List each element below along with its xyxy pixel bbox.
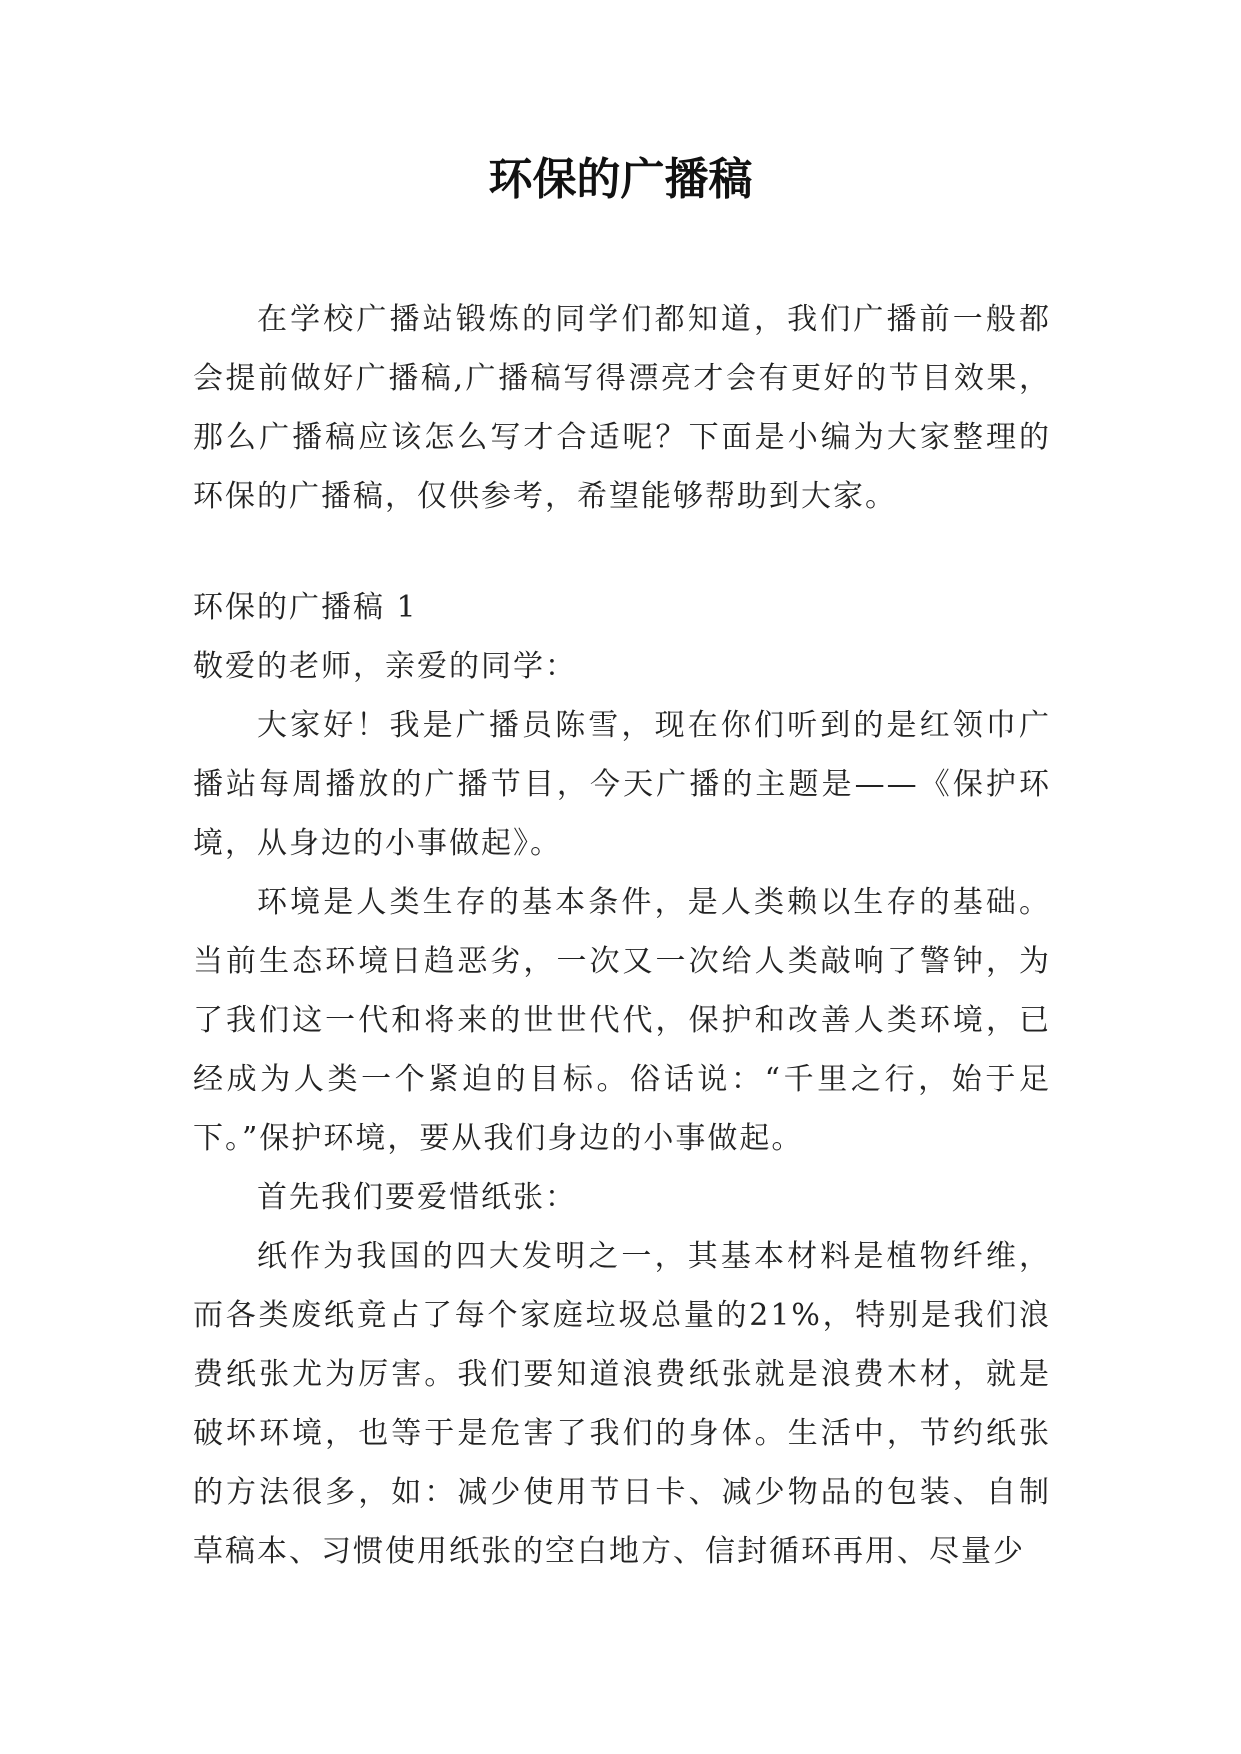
section-heading: 环保的广播稿 1 <box>193 590 418 625</box>
intro-paragraph: 在学校广播站锻炼的同学们都知道，我们广播前一般都会提前做好广播稿,广播稿写得漂亮才会有更好的节目效果，那么广播稿应该怎么写才合适呢？下面是小编为大家整理的环保的广播稿，仅供参考，希望能够帮助到大家。 <box>193 302 1051 514</box>
salutation: 敬爱的老师，亲爱的同学： <box>193 649 577 684</box>
section-block <box>193 578 1051 1581</box>
document-title: 环保的广播稿 <box>488 154 753 205</box>
paragraph: 纸作为我国的四大发明之一，其基本材料是植物纤维，而各类废纸竟占了每个家庭垃圾总量的21%，特别是我们浪费纸张尤为厉害。我们要知道浪费纸张就是浪费木材，就是破坏环境，也等于是危害了我们的身体。生活中，节约纸张的方法很多，如：减少使用节日卡、减少物品的包装、自制草稿本、习惯使用纸张的空白地方、信封循环再用、尽量少 <box>193 1239 1051 1569</box>
paragraph: 首先我们要爱惜纸张： <box>257 1180 577 1215</box>
paragraph: 大家好！我是广播员陈雪，现在你们听到的是红领巾广播站每周播放的广播节目，今天广播的主题是——《保护环境，从身边的小事做起》。 <box>193 708 1051 861</box>
paragraph: 环境是人类生存的基本条件，是人类赖以生存的基础。当前生态环境日趋恶劣，一次又一次给人类敲响了警钟，为了我们这一代和将来的世世代代，保护和改善人类环境，已经成为人类一个紧迫的目标。俗话说：“千里之行，始于足下。”保护环境，要从我们身边的小事做起。 <box>193 885 1051 1156</box>
intro-block <box>193 290 1051 526</box>
